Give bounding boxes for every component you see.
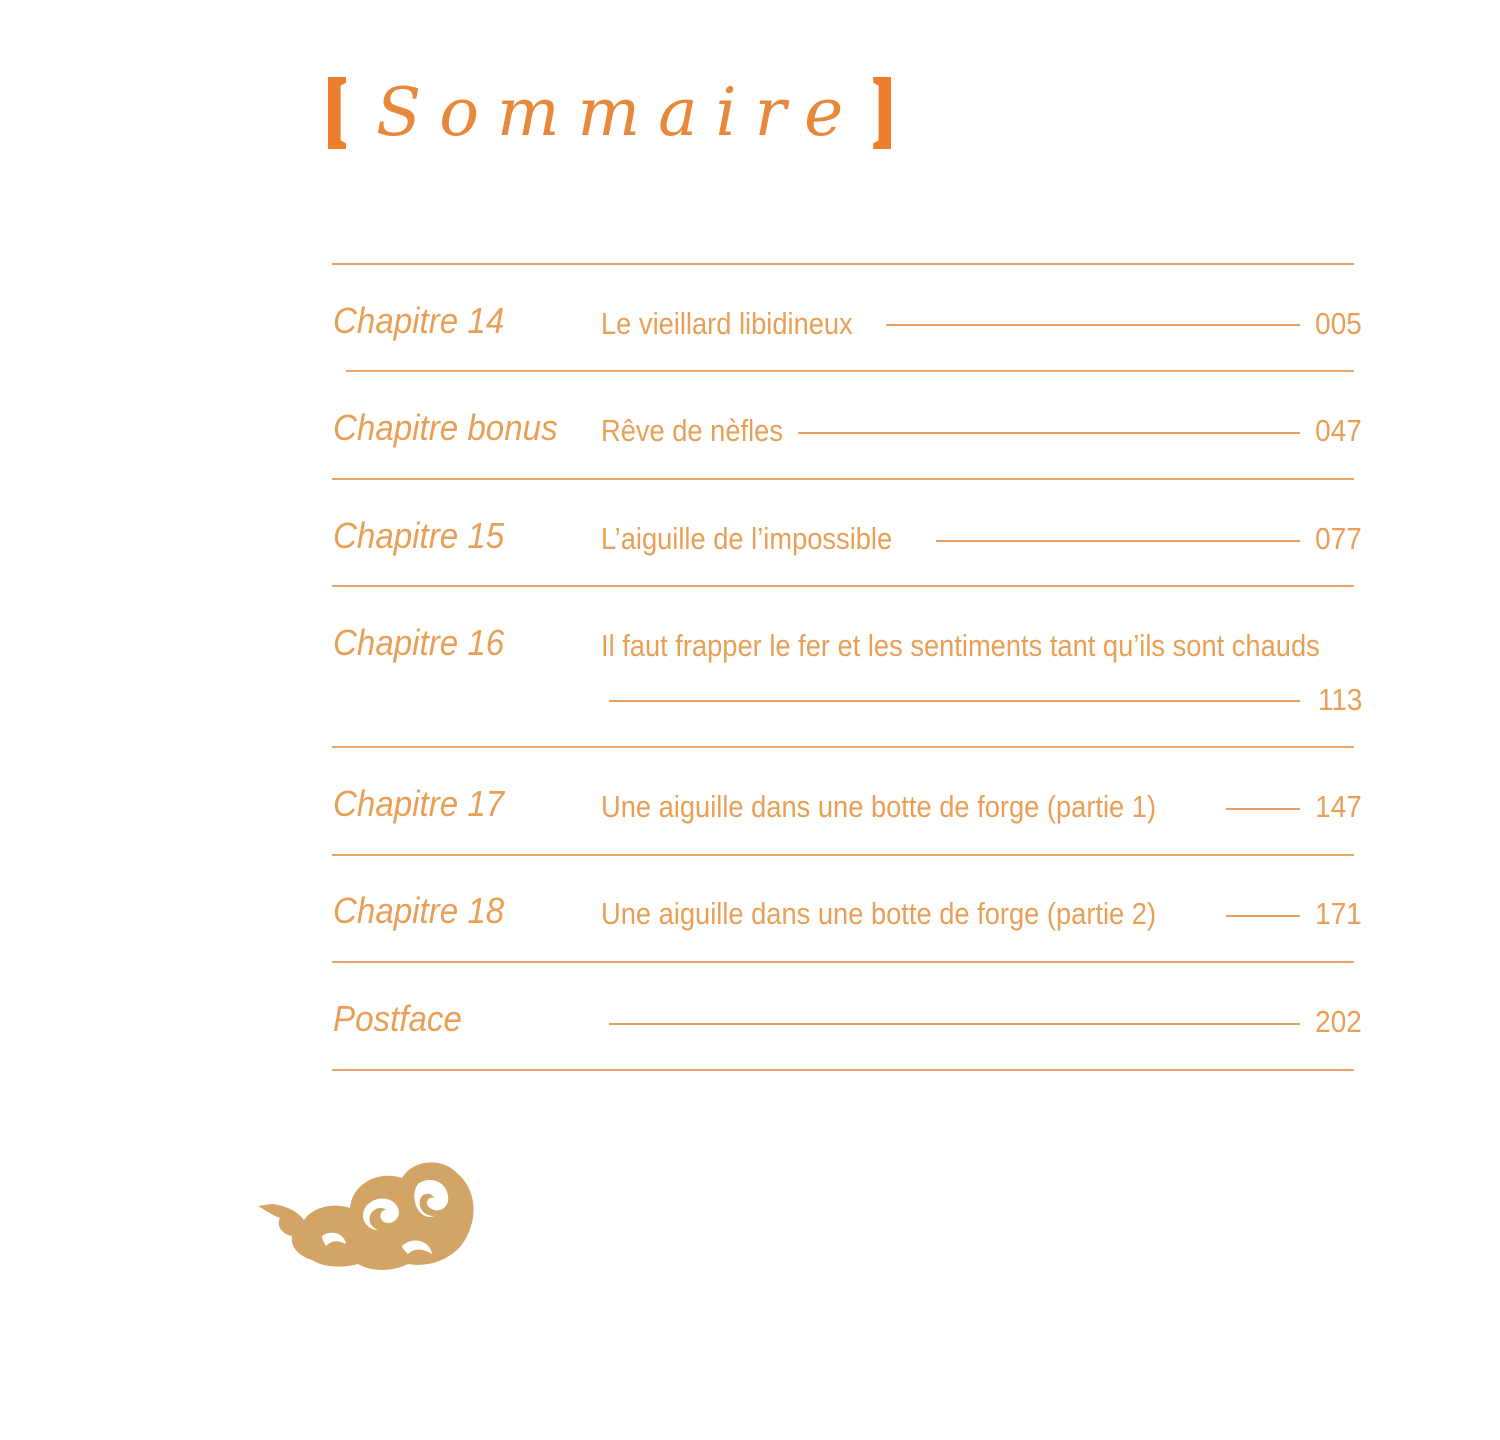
leader-line — [798, 432, 1300, 434]
page-number: 113 — [1317, 682, 1362, 717]
chapter-label: Chapitre 14 — [333, 300, 505, 341]
chapter-label: Chapitre 15 — [333, 515, 505, 556]
divider — [332, 961, 1354, 963]
chapter-title: Il faut frapper le fer et les sentiments tant qu’ils sont chauds — [601, 628, 1320, 663]
chapter-label: Postface — [333, 998, 462, 1039]
right-bracket-icon — [873, 77, 889, 149]
divider — [332, 263, 1354, 265]
page-title: Sommaire — [376, 74, 862, 151]
divider — [332, 585, 1354, 587]
divider — [332, 478, 1354, 480]
chapter-label: Chapitre bonus — [333, 407, 558, 448]
leader-line — [886, 324, 1300, 326]
page-number: 202 — [1315, 1004, 1362, 1039]
leader-line — [936, 540, 1300, 542]
leader-line — [1226, 808, 1300, 810]
chapter-label: Chapitre 16 — [333, 622, 505, 663]
divider — [332, 1069, 1354, 1071]
leader-line — [609, 1023, 1300, 1025]
page-number: 147 — [1315, 789, 1362, 824]
leader-line — [609, 700, 1300, 702]
chapter-label: Chapitre 18 — [333, 890, 505, 931]
chapter-title: Le vieillard libidineux — [601, 306, 853, 341]
page-header — [328, 68, 889, 158]
cloud-icon — [252, 1150, 478, 1274]
left-bracket-icon — [328, 77, 344, 149]
chapter-title: L’aiguille de l’impossible — [601, 521, 893, 556]
chapter-title: Une aiguille dans une botte de forge (partie 1) — [601, 789, 1157, 824]
page-number: 077 — [1315, 521, 1362, 556]
page-number: 047 — [1315, 413, 1362, 448]
divider — [332, 854, 1354, 856]
chapter-title: Rêve de nèfles — [601, 413, 783, 448]
divider — [346, 370, 1354, 372]
chapter-label: Chapitre 17 — [333, 783, 505, 824]
leader-line — [1226, 915, 1300, 917]
page-number: 005 — [1315, 306, 1362, 341]
page-number: 171 — [1315, 896, 1362, 931]
divider — [332, 746, 1354, 748]
chapter-title: Une aiguille dans une botte de forge (partie 2) — [601, 896, 1157, 931]
